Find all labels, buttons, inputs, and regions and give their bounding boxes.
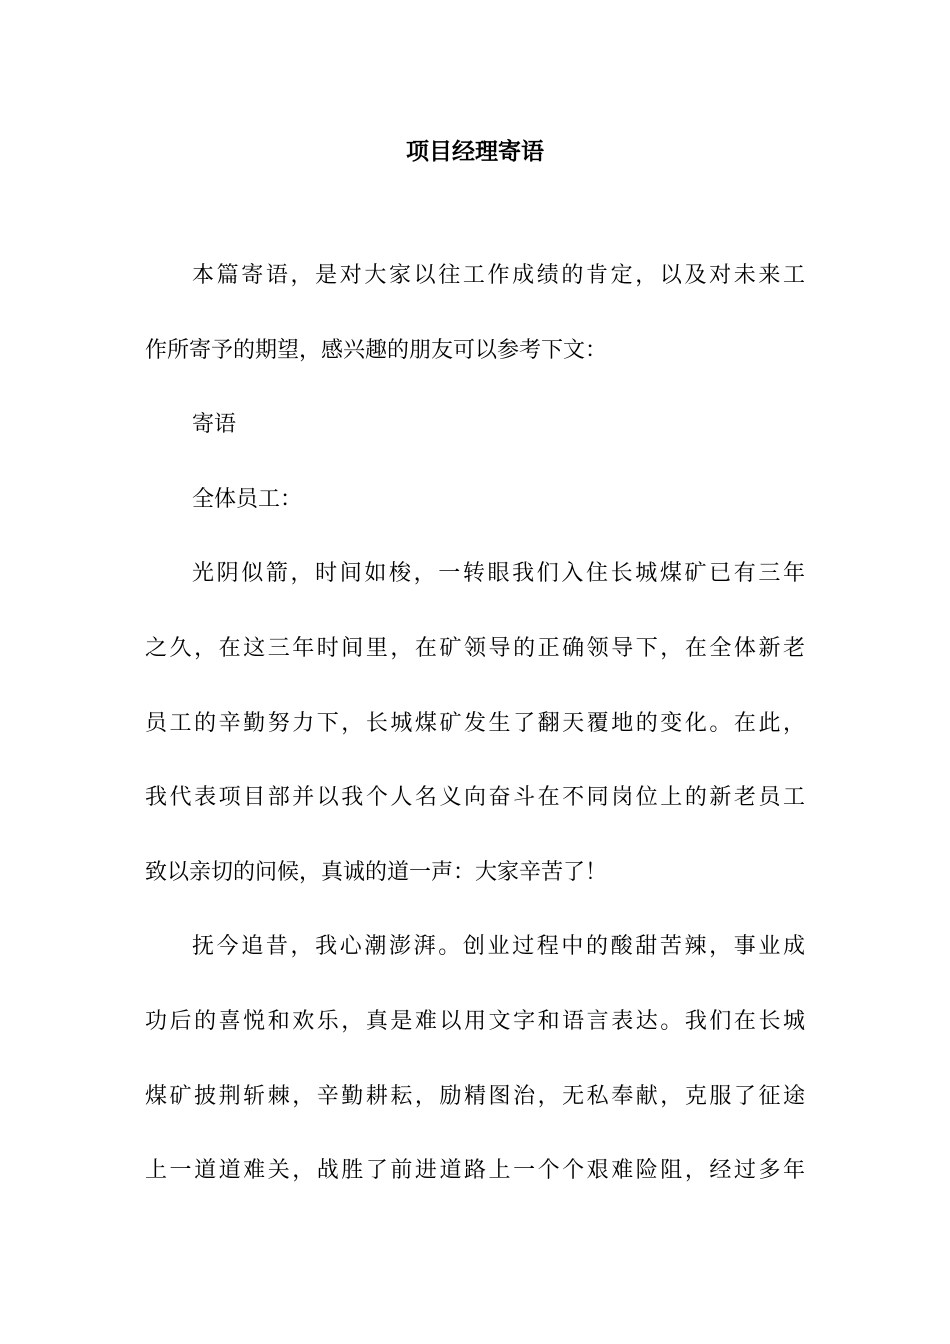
paragraph-line: 功后的喜悦和欢乐，真是难以用文字和语言表达。我们在长城	[145, 1008, 805, 1034]
paragraph-line: 我代表项目部并以我个人名义向奋斗在不同岗位上的新老员工	[145, 785, 805, 811]
paragraph-line: 抚今追昔，我心潮澎湃。创业过程中的酸甜苦辣，事业成	[192, 934, 805, 960]
document-title: 项目经理寄语	[406, 138, 544, 165]
paragraph-line: 寄语	[192, 412, 237, 438]
document-body	[145, 258, 805, 1228]
paragraph-line: 上一道道难关，战胜了前进道路上一个个艰难险阻，经过多年	[145, 1158, 805, 1184]
paragraph-line: 员工的辛勤努力下，长城煤矿发生了翻天覆地的变化。在此，	[145, 710, 805, 736]
paragraph-line: 本篇寄语，是对大家以往工作成绩的肯定，以及对未来工	[192, 263, 805, 288]
paragraph-line: 之久，在这三年时间里，在矿领导的正确领导下，在全体新老	[145, 635, 805, 661]
paragraph-line: 光阴似箭，时间如梭，一转眼我们入住长城煤矿已有三年	[192, 561, 805, 587]
paragraph-line: 作所寄予的期望，感兴趣的朋友可以参考下文：	[145, 337, 608, 363]
paragraph-line: 致以亲切的问候，真诚的道一声：大家辛苦了！	[145, 859, 608, 885]
paragraph-line: 全体员工：	[192, 486, 303, 512]
paragraph-line: 煤矿披荆斩棘，辛勤耕耘，励精图治，无私奉献，克服了征途	[145, 1083, 805, 1109]
